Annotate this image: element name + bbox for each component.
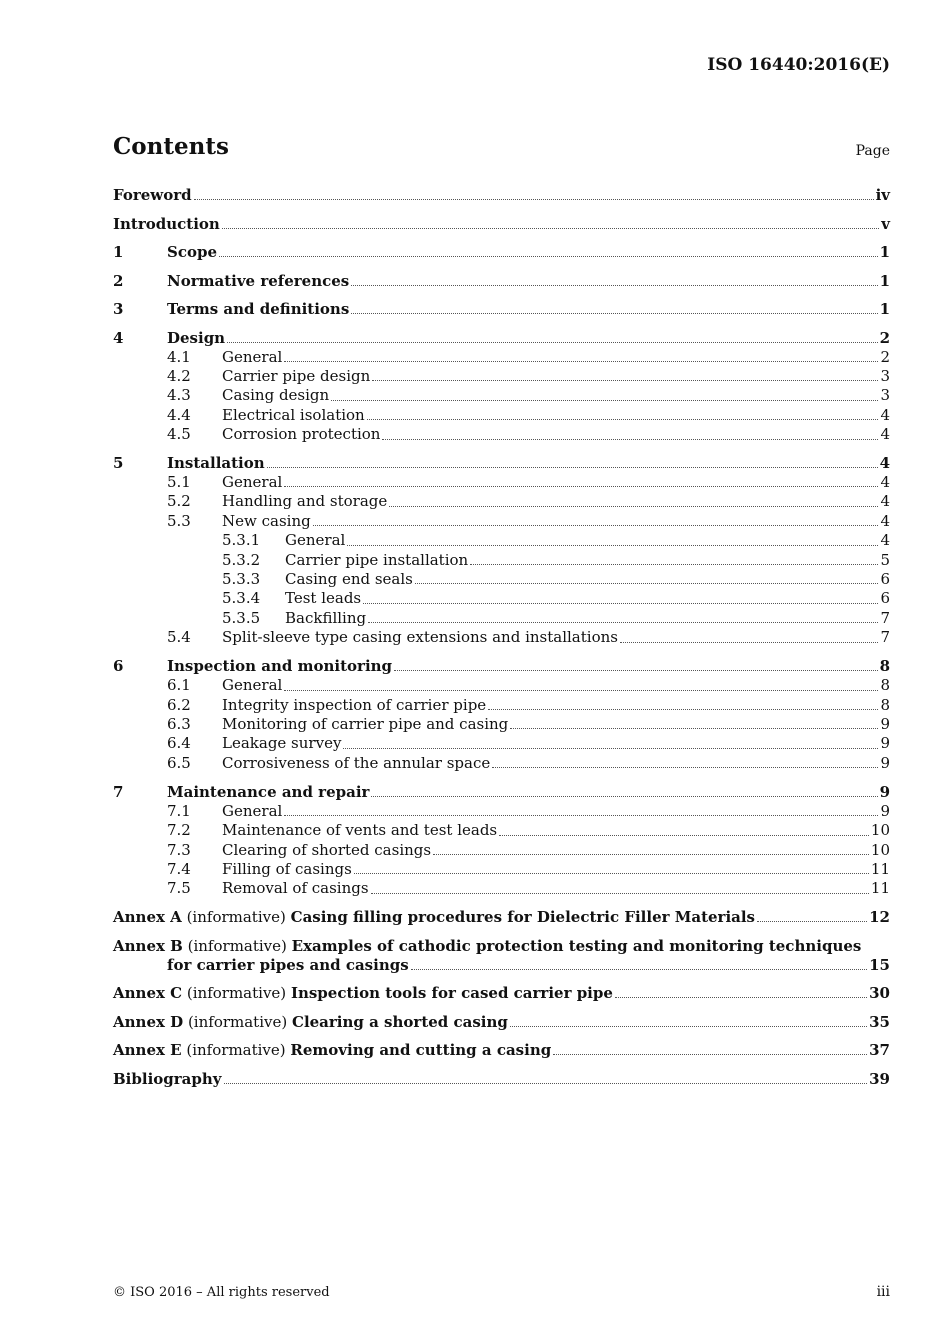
toc-entry-number: 5.3.3 [222, 570, 261, 589]
toc-entry[interactable] [113, 186, 890, 205]
toc-entry[interactable] [113, 1070, 890, 1089]
toc-entry-page: 9 [880, 753, 890, 772]
toc-entry-page: 8 [879, 657, 890, 676]
toc-entry[interactable] [113, 300, 890, 319]
toc-entry-title: Introduction [113, 214, 220, 233]
toc-entry-page: 6 [880, 589, 890, 608]
toc-entry-page: 1 [879, 243, 890, 261]
page-number: iii [876, 1284, 890, 1300]
toc-leader-dots [367, 419, 879, 420]
toc-entry-number: 5 [113, 454, 124, 473]
toc-entry[interactable] [113, 589, 890, 608]
toc-entry-title: Filling of casings [222, 859, 352, 878]
toc-entry-title: Carrier pipe installation [285, 550, 469, 569]
toc-entry-page: 11 [870, 879, 890, 898]
toc-entry-title: Electrical isolation [222, 405, 365, 424]
toc-leader-dots [284, 815, 878, 816]
toc-entry-page: 8 [880, 676, 890, 695]
toc-entry[interactable] [113, 492, 890, 511]
toc-entry-title: Handling and storage [222, 492, 388, 511]
toc-entry-title: Split-sleeve type casing extensions and installations [222, 628, 618, 647]
toc-leader-dots [553, 1054, 867, 1055]
toc-entry-title: General [222, 676, 283, 695]
toc-entry-number: 7.2 [167, 821, 191, 840]
toc-entry-page: 4 [880, 425, 890, 444]
toc-leader-dots [284, 486, 878, 487]
toc-entry-page: 30 [869, 984, 890, 1003]
toc-entry-title: Carrier pipe design [222, 366, 371, 385]
toc-leader-dots [389, 506, 878, 507]
toc-entry-number: 6.1 [167, 676, 191, 695]
toc-entry-page: 9 [879, 782, 890, 801]
toc-leader-dots [224, 1083, 868, 1084]
toc-entry-page: 4 [880, 405, 890, 424]
toc-entry-page: 5 [880, 550, 890, 569]
toc-entry-title: General [222, 801, 283, 820]
toc-entry-page: 9 [880, 734, 890, 753]
toc-entry[interactable] [113, 676, 890, 695]
toc-entry-page: 11 [870, 859, 890, 878]
toc-entry-title: Casing end seals [285, 570, 413, 589]
toc-entry-title: Scope [167, 243, 218, 261]
toc-entry[interactable] [113, 609, 890, 628]
toc-entry-page: iv [875, 186, 890, 204]
document-id-header: ISO 16440:2016(E) [707, 55, 890, 75]
toc-entry-number: 6 [113, 657, 124, 676]
toc-entry-page: 9 [880, 801, 890, 820]
toc-leader-dots [415, 583, 879, 584]
toc-entry[interactable] [113, 243, 890, 262]
toc-entry-page: 2 [880, 347, 890, 366]
toc-leader-dots [510, 1026, 867, 1027]
toc-entry-page: 4 [879, 454, 890, 473]
toc-leader-dots [331, 400, 878, 401]
toc-leader-dots [351, 313, 877, 314]
annex-label: Annex B [113, 936, 183, 955]
toc-entry-page: 2 [879, 328, 890, 347]
toc-entry[interactable] [113, 734, 890, 753]
toc-entry-number: 7 [113, 782, 124, 801]
toc-entry[interactable] [113, 1041, 890, 1060]
toc-leader-dots [382, 439, 878, 440]
toc-entry-number: 4.5 [167, 425, 191, 444]
toc-entry[interactable] [113, 512, 890, 531]
toc-entry-title: Bibliography [113, 1069, 222, 1088]
toc-leader-dots [354, 873, 869, 874]
toc-entry[interactable] [113, 841, 890, 860]
toc-entry[interactable] [113, 783, 890, 802]
toc-entry[interactable] [113, 657, 890, 676]
toc-leader-dots [219, 256, 878, 257]
toc-leader-dots [620, 642, 878, 643]
toc-entry[interactable] [113, 696, 890, 715]
toc-entry-title: Installation [167, 454, 265, 473]
annex-title-continued: for carrier pipes and casings [167, 955, 409, 974]
toc-entry-number: 4.3 [167, 386, 191, 405]
toc-leader-dots [394, 670, 878, 671]
toc-entry-page: 39 [869, 1069, 890, 1088]
toc-entry[interactable] [113, 802, 890, 821]
toc-entry[interactable] [113, 425, 890, 444]
annex-informative: (informative) [187, 936, 287, 955]
toc-leader-dots [371, 893, 869, 894]
toc-entry-page: 10 [870, 840, 890, 859]
toc-entry[interactable] [113, 908, 890, 927]
toc-entry-title: Maintenance and repair [167, 782, 370, 801]
toc-entry-title: Maintenance of vents and test leads [222, 821, 498, 840]
toc-entry-number: 7.4 [167, 859, 191, 878]
toc-entry-page: 1 [879, 300, 890, 318]
toc-annex-title-wrap [113, 908, 755, 927]
toc-annex-title-wrap [113, 984, 613, 1003]
copyright-notice: © ISO 2016 – All rights reserved [113, 1285, 330, 1300]
toc-entry-page: 4 [880, 473, 890, 492]
toc-leader-dots [433, 854, 869, 855]
toc-entry-title: Normative references [167, 271, 350, 290]
toc-annex-title-wrap [113, 1013, 508, 1032]
toc-leader-dots [411, 969, 867, 970]
toc-entry-number: 1 [113, 243, 124, 261]
toc-entry-number: 6.3 [167, 715, 191, 733]
toc-leader-dots [470, 564, 878, 565]
toc-entry-page: 4 [880, 492, 890, 511]
toc-entry-number: 4 [113, 328, 124, 347]
toc-entry-title: Backfilling [285, 608, 367, 627]
toc-entry[interactable] [113, 454, 890, 473]
toc-leader-dots [372, 380, 878, 381]
toc-leader-dots [194, 199, 874, 200]
annex-title: Clearing a shorted casing [292, 1012, 508, 1031]
toc-entry[interactable] [113, 215, 890, 234]
toc-leader-dots [313, 525, 879, 526]
toc-entry-page: 37 [869, 1041, 890, 1060]
toc-leader-dots [368, 622, 878, 623]
toc-leader-dots [510, 728, 878, 729]
toc-entry-title: Integrity inspection of carrier pipe [222, 695, 487, 714]
page-title: Contents [113, 133, 229, 160]
toc-entry-title: Foreword [113, 186, 192, 204]
toc-entry[interactable] [113, 879, 890, 898]
toc-entry-page: 9 [880, 715, 890, 733]
toc-leader-dots [222, 228, 879, 229]
toc-entry-page: v [881, 214, 890, 233]
toc-entry-title: Leakage survey [222, 734, 342, 753]
toc-entry-number: 7.5 [167, 879, 191, 898]
toc-entry-number: 6.4 [167, 734, 191, 753]
toc-leader-dots [363, 603, 878, 604]
toc-leader-dots [488, 709, 878, 710]
toc-entry[interactable] [113, 473, 890, 492]
toc-entry[interactable] [113, 531, 890, 550]
toc-entry-number: 5.2 [167, 492, 191, 511]
toc-entry-number: 2 [113, 271, 124, 290]
toc-entry-title: Corrosion protection [222, 425, 381, 444]
toc-entry-number: 5.3.4 [222, 589, 261, 608]
toc-entry[interactable] [113, 821, 890, 840]
annex-title: Inspection tools for cased carrier pipe [290, 984, 613, 1003]
toc-annex-title-wrap [113, 1041, 551, 1060]
annex-label: Annex C [113, 984, 183, 1003]
toc-entry-page: 6 [880, 570, 890, 589]
toc-entry-title: General [222, 473, 283, 492]
toc-leader-dots [615, 997, 867, 998]
page-column-label: Page [855, 143, 890, 159]
toc-entry-number: 5.3 [167, 511, 191, 530]
toc-entry-page: 3 [880, 386, 890, 405]
toc-leader-dots [284, 361, 878, 362]
toc-entry[interactable] [113, 860, 890, 879]
toc-leader-dots [284, 690, 878, 691]
toc-entry[interactable] [113, 272, 890, 291]
annex-informative: (informative) [186, 1041, 286, 1060]
toc-leader-dots [227, 342, 877, 343]
toc-entry[interactable] [113, 754, 890, 773]
toc-entry[interactable] [113, 406, 890, 425]
toc-entry-number: 5.3.5 [222, 608, 261, 627]
annex-title: Removing and cutting a casing [290, 1041, 552, 1060]
toc-entry-number: 5.1 [167, 473, 191, 492]
annex-label: Annex D [113, 1012, 184, 1031]
toc-entry[interactable] [113, 348, 890, 367]
toc-entry-number: 3 [113, 300, 124, 318]
toc-entry-page: 3 [880, 366, 890, 385]
annex-title: Casing filling procedures for Dielectric Filler Materials [290, 908, 756, 927]
toc-entry[interactable] [113, 984, 890, 1003]
toc-leader-dots [371, 796, 877, 797]
toc-entry[interactable] [113, 628, 890, 647]
toc-annex-heading[interactable] [113, 937, 890, 956]
toc-entry-number: 6.5 [167, 753, 191, 772]
toc-entry[interactable] [113, 1013, 890, 1032]
toc-entry-title: General [222, 347, 283, 366]
toc-entry-page: 1 [879, 271, 890, 290]
toc-entry-page: 7 [880, 628, 890, 647]
annex-informative: (informative) [187, 1012, 288, 1031]
toc-entry[interactable] [113, 329, 890, 348]
toc-entry-title: Corrosiveness of the annular space [222, 753, 491, 772]
annex-label: Annex E [113, 1041, 182, 1060]
table-of-contents [113, 186, 890, 1089]
toc-entry-page: 7 [880, 608, 890, 627]
toc-entry-title: Removal of casings [222, 879, 369, 898]
toc-leader-dots [757, 921, 867, 922]
toc-entry-title: Casing design [222, 386, 330, 405]
toc-entry-title: Test leads [285, 589, 362, 608]
toc-leader-dots [492, 767, 878, 768]
toc-entry[interactable] [113, 386, 890, 405]
toc-entry-title: Inspection and monitoring [167, 657, 393, 676]
toc-entry-page: 12 [869, 908, 890, 927]
toc-entry-title: Design [167, 328, 226, 347]
toc-entry[interactable] [113, 367, 890, 386]
toc-entry[interactable] [113, 956, 890, 975]
toc-entry-page: 4 [880, 511, 890, 530]
toc-entry-title: General [285, 531, 346, 550]
toc-entry-number: 6.2 [167, 695, 191, 714]
toc-leader-dots [347, 545, 878, 546]
toc-entry[interactable] [113, 570, 890, 589]
toc-leader-dots [343, 748, 878, 749]
toc-entry-page: 8 [880, 695, 890, 714]
toc-entry-number: 7.3 [167, 840, 191, 859]
toc-entry-number: 5.4 [167, 628, 191, 647]
annex-informative: (informative) [186, 984, 287, 1003]
toc-leader-dots [351, 285, 877, 286]
toc-leader-dots [267, 467, 878, 468]
toc-entry-number: 7.1 [167, 801, 191, 820]
toc-entry-title: Clearing of shorted casings [222, 840, 432, 859]
toc-entry-page: 10 [870, 821, 890, 840]
toc-entry-page: 15 [869, 955, 890, 974]
annex-title: Examples of cathodic protection testing and monitoring techniques [291, 936, 862, 955]
toc-entry-number: 5.3.1 [222, 531, 261, 550]
toc-entry-number: 5.3.2 [222, 550, 261, 569]
toc-entry-number: 4.4 [167, 405, 191, 424]
toc-entry-page: 35 [869, 1012, 890, 1031]
toc-entry-title: Terms and definitions [167, 300, 350, 318]
toc-entry-title: New casing [222, 511, 311, 530]
annex-informative: (informative) [186, 908, 286, 927]
toc-entry-number: 4.1 [167, 347, 191, 366]
toc-entry-page: 4 [880, 531, 890, 550]
toc-entry-number: 4.2 [167, 366, 191, 385]
toc-annex-title-wrap [113, 937, 861, 956]
toc-entry-title: Monitoring of carrier pipe and casing [222, 715, 509, 733]
toc-entry[interactable] [113, 551, 890, 570]
annex-label: Annex A [113, 908, 182, 927]
toc-entry[interactable] [113, 715, 890, 734]
toc-leader-dots [499, 835, 869, 836]
